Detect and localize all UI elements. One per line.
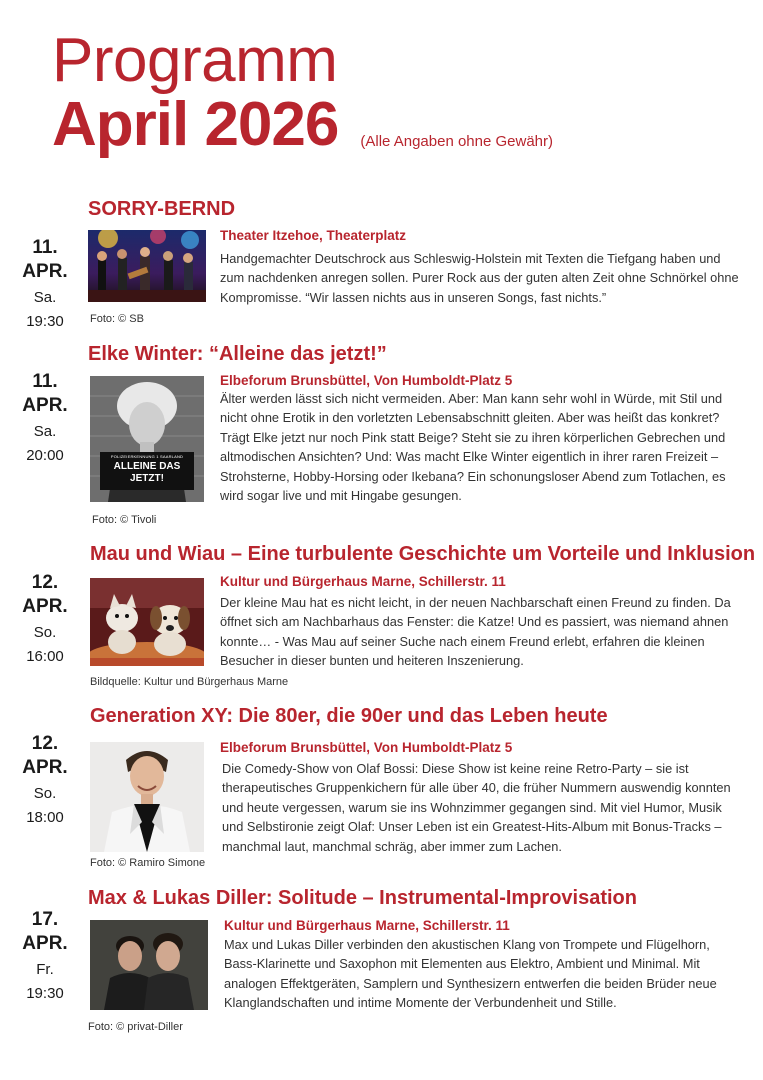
event-time: 16:00 bbox=[26, 648, 64, 665]
event-title: Mau und Wiau – Eine turbulente Geschichte um Vorteile und Inklusion bbox=[90, 543, 756, 565]
disclaimer-note: (Alle Angaben ohne Gewähr) bbox=[360, 133, 554, 150]
event-photo-diller bbox=[90, 920, 208, 1010]
event-description: Die Comedy-Show von Olaf Bossi: Diese Show ist keine reine Retro-Party – sie ist therapeutisches Gruppenkichern für alle über 40, die früher Nummern auswendig konnten und heute vergessen, warum sie ins Wohnzimmer gegangen sind. Mit viel Humor, Musik und Selbstironie zeigt Olaf: Unser Leben ist ein Greatest-Hits-Album mit Bonus-Tracks – manchmal laut, manchmal schräg, aber immer zum Lachen. bbox=[222, 761, 731, 854]
event-description: Der kleine Mau hat es nicht leicht, in der neuen Nachbarschaft einen Freund zu finden. Da öffnet sich am Nachbarhaus das Fenster: die Katze! Und es passiert, was niemand ahnen konnte… - Was Mau auf seiner Suche nach einem Freund erlebt, erfahren die kleinen Besucher in dieser bunten und heiteren Inszenierung. bbox=[220, 595, 731, 669]
event-month: APR. bbox=[22, 395, 68, 416]
event-venue: Kultur und Bürgerhaus Marne, Schillerstr. 11 bbox=[224, 918, 510, 933]
event-weekday: Fr. bbox=[36, 961, 54, 978]
event-photo-band bbox=[88, 230, 206, 302]
event-photo-olaf bbox=[90, 742, 204, 852]
event-venue: Elbeforum Brunsbüttel, Von Humboldt-Platz 5 bbox=[220, 373, 513, 388]
event-title: Generation XY: Die 80er, die 90er und das Leben heute bbox=[90, 705, 608, 727]
photo-credit: Foto: © Ramiro Simone bbox=[90, 857, 206, 869]
photo-credit: Bildquelle: Kultur und Bürgerhaus Marne bbox=[90, 676, 289, 688]
event-day: 11. bbox=[32, 371, 58, 392]
event-weekday: Sa. bbox=[33, 289, 57, 306]
page-header bbox=[52, 26, 752, 158]
event-month: APR. bbox=[22, 933, 68, 954]
photo-credit: Foto: © SB bbox=[90, 313, 144, 325]
event-month: APR. bbox=[22, 261, 68, 282]
event-title: Max & Lukas Diller: Solitude – Instrumental-Improvisation bbox=[88, 887, 637, 909]
photo-credit: Foto: © Tivoli bbox=[92, 514, 157, 526]
event-day: 17. bbox=[31, 909, 59, 930]
event-description: Max und Lukas Diller verbinden den akustischen Klang von Trompete und Flügelhorn, Bass-Klarinette und Saxophon mit Elementen aus Elektro, Ambient und Minimal. Mit analogen Effektgeräten, Samplern und Synthesizern entwerfen die beiden Brüder neue Klanglandschaften und intime Momente der Verbundenheit und Stille. bbox=[224, 937, 717, 1011]
event-venue: Kultur und Bürgerhaus Marne, Schillerstr. 11 bbox=[220, 574, 506, 589]
event-day: 11. bbox=[32, 237, 58, 258]
photo-sign bbox=[100, 452, 194, 490]
event-time: 20:00 bbox=[26, 447, 64, 464]
event-description: Älter werden lässt sich nicht vermeiden. Aber: Man kann sehr wohl in Würde, mit Stil und nicht ohne Erotik in den vorletzten Lebensabschnitt gleiten. Aber was heißt das konkret? Trägt Elke jetzt nur noch Pink statt Beige? Steht sie zu ihren körperlichen Gebrechen und altmodischen Ansichten? Und: Was macht Elke Winter eigentlich in ihrer raren Freizeit – Strohsterne, Hobby-Horsing oder Ikebana? Ein schonungsloser Abend zum Totlachen, es wird sogar live und mit Hingabe gesungen. bbox=[220, 391, 726, 504]
event-title: SORRY-BERND bbox=[88, 198, 236, 220]
event-month: APR. bbox=[22, 596, 68, 617]
event-month: APR. bbox=[22, 757, 68, 778]
event-time: 18:00 bbox=[26, 809, 64, 826]
sign-main-text: ALLEINE DAS JETZT! bbox=[113, 461, 181, 484]
event-date bbox=[14, 236, 76, 334]
event-date bbox=[14, 732, 76, 830]
event-photo-puppets bbox=[90, 578, 204, 666]
sign-small-text: POLIZEIERKENNUNG 1 SAARLAND bbox=[110, 454, 184, 459]
event-date bbox=[14, 908, 76, 1006]
photo-credit: Foto: © privat-Diller bbox=[88, 1021, 183, 1033]
event-day: 12. bbox=[31, 572, 59, 593]
event-description: Handgemachter Deutschrock aus Schleswig-Holstein mit Texten die Tiefgang haben und zum nachdenken anregen sollen. Purer Rock aus der guten alten Zeit ohne Schnörkel ohne Kompromisse. “Wir lassen nichts aus in unseren Songs, fast nichts.” bbox=[220, 251, 739, 305]
page-title-month: April 2026 bbox=[52, 90, 339, 159]
event-weekday: So. bbox=[33, 785, 57, 802]
event-venue: Elbeforum Brunsbüttel, Von Humboldt-Platz 5 bbox=[220, 740, 513, 755]
title-row bbox=[52, 92, 752, 158]
page-title-programm: Programm bbox=[52, 26, 338, 95]
event-title: Elke Winter: “Alleine das jetzt!” bbox=[88, 343, 387, 365]
event-photo-elke bbox=[90, 376, 204, 502]
event-date bbox=[14, 370, 76, 468]
event-day: 12. bbox=[31, 733, 59, 754]
event-time: 19:30 bbox=[26, 985, 64, 1002]
event-weekday: So. bbox=[33, 624, 57, 641]
event-time: 19:30 bbox=[26, 313, 64, 330]
event-venue: Theater Itzehoe, Theaterplatz bbox=[220, 228, 407, 243]
event-date bbox=[14, 571, 76, 669]
event-weekday: Sa. bbox=[33, 423, 57, 440]
